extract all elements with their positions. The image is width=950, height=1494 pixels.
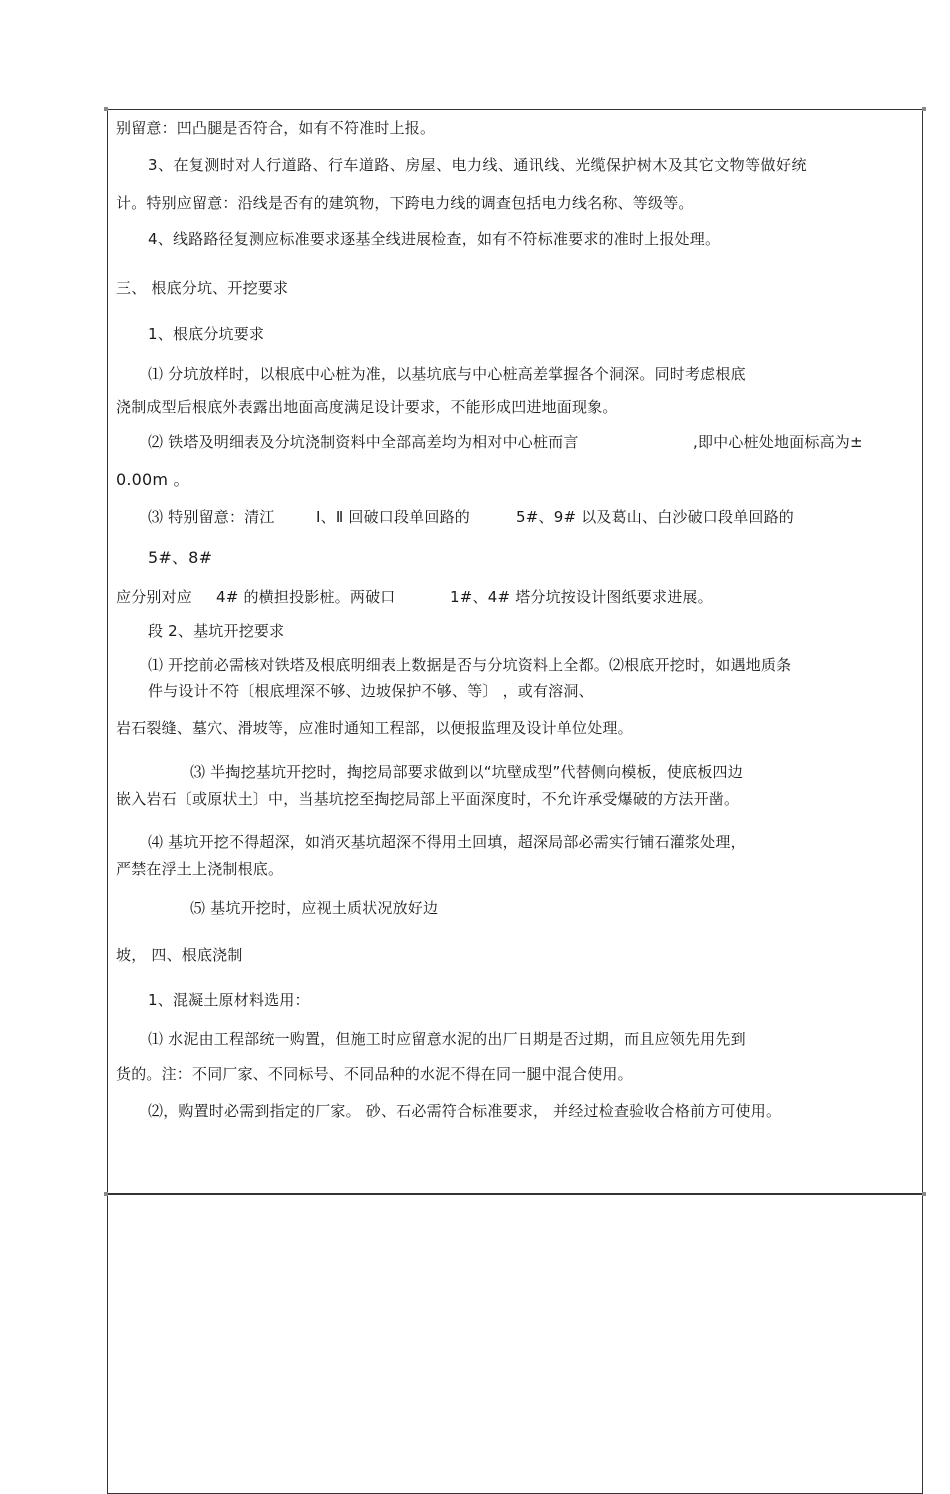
text-line: ⑴ 开挖前必需核对铁塔及根底明细表上数据是否与分坑资料上全都。⑵根底开挖时，如遇地质条 [148,656,792,674]
text-line: ,即中心桩处地面标高为± [693,433,863,451]
frame-bottom-rule [107,1193,923,1195]
text-line: ⑵ 铁塔及明细表及分坑浇制资料中全部高差均为相对中心桩而言 [148,433,579,451]
corner-mark [104,107,108,111]
corner-mark [922,107,926,111]
text-line: 别留意：凹凸腿是否符合，如有不符准时上报。 [116,119,436,137]
text-line: ⑸ 基坑开挖时，应视土质状况放好边 [190,899,439,917]
text-line: 3、在复测时对人行道路、行车道路、房屋、电力线、通讯线、光缆保护树木及其它文物等做好统 [148,156,807,174]
text-line: 浇制成型后根底外表露出地面高度满足设计要求，不能形成凹进地面现象。 [116,398,618,416]
corner-mark [922,1192,926,1196]
text-line: 岩石裂缝、墓穴、滑坡等，应准时通知工程部，以便报监理及设计单位处理。 [116,719,633,737]
subsection-heading: 1、混凝土原材料选用： [148,991,310,1009]
text-line: 严禁在浮土上浇制根底。 [116,860,284,878]
text-line: 4# 的横担投影桩。两破口 [216,588,396,606]
text-line: ⑷ 基坑开挖不得超深，如消灭基坑超深不得用土回填，超深局部必需实行铺石灌浆处理， [148,833,746,851]
corner-mark [104,1192,108,1196]
text-line: 嵌入岩石〔或原状土〕中，当基坑挖至掏挖局部上平面深度时，不允许承受爆破的方法开凿。 [116,790,740,808]
text-line: 5#、9# 以及葛山、白沙破口段单回路的 [516,508,794,526]
text-line: ⑶ 半掏挖基坑开挖时，掏挖局部要求做到以“坑壁成型”代替侧向模板，使底板四边 [190,763,743,781]
section-heading: 三、 根底分坑、开挖要求 [116,279,289,297]
text-line: ⑶ 特别留意：清江 [148,508,275,526]
text-line: 0.00m 。 [116,470,190,489]
text-line: ⑴ 分坑放样时，以根底中心桩为准，以基坑底与中心桩高差掌握各个洞深。同时考虑根底 [148,365,746,383]
text-line: 4、线路路径复测应标准要求逐基全线进展检查，如有不符标准要求的准时上报处理。 [148,230,721,248]
text-line: 5#、8# [148,548,213,567]
text-line: 应分别对应 [116,588,193,606]
text-line: 计。特别应留意：沿线是否有的建筑物，下跨电力线的调查包括电力线名称、等级等。 [116,194,694,212]
text-line: 件与设计不符〔根底埋深不够、边坡保护不够、等〕 ，或有溶洞、 [148,682,594,700]
subsection-heading: 1、根底分坑要求 [148,325,265,343]
subsection-heading: 段 2、基坑开挖要求 [148,622,285,640]
section-heading: 坡， 四、根底浇制 [116,946,243,964]
text-line: 1#、4# 塔分坑按设计图纸要求进展。 [450,588,713,606]
text-line: Ⅰ、Ⅱ 回破口段单回路的 [316,508,470,526]
text-line: ⑵，购置时必需到指定的厂家。 砂、石必需符合标准要求， 并经过检查验收合格前方可使用。 [148,1102,782,1120]
text-line: ⑴ 水泥由工程部统一购置，但施工时应留意水泥的出厂日期是否过期，而且应领先用先到 [148,1030,746,1048]
text-line: 货的。注：不同厂家、不同标号、不同品种的水泥不得在同一腿中混合使用。 [116,1065,633,1083]
